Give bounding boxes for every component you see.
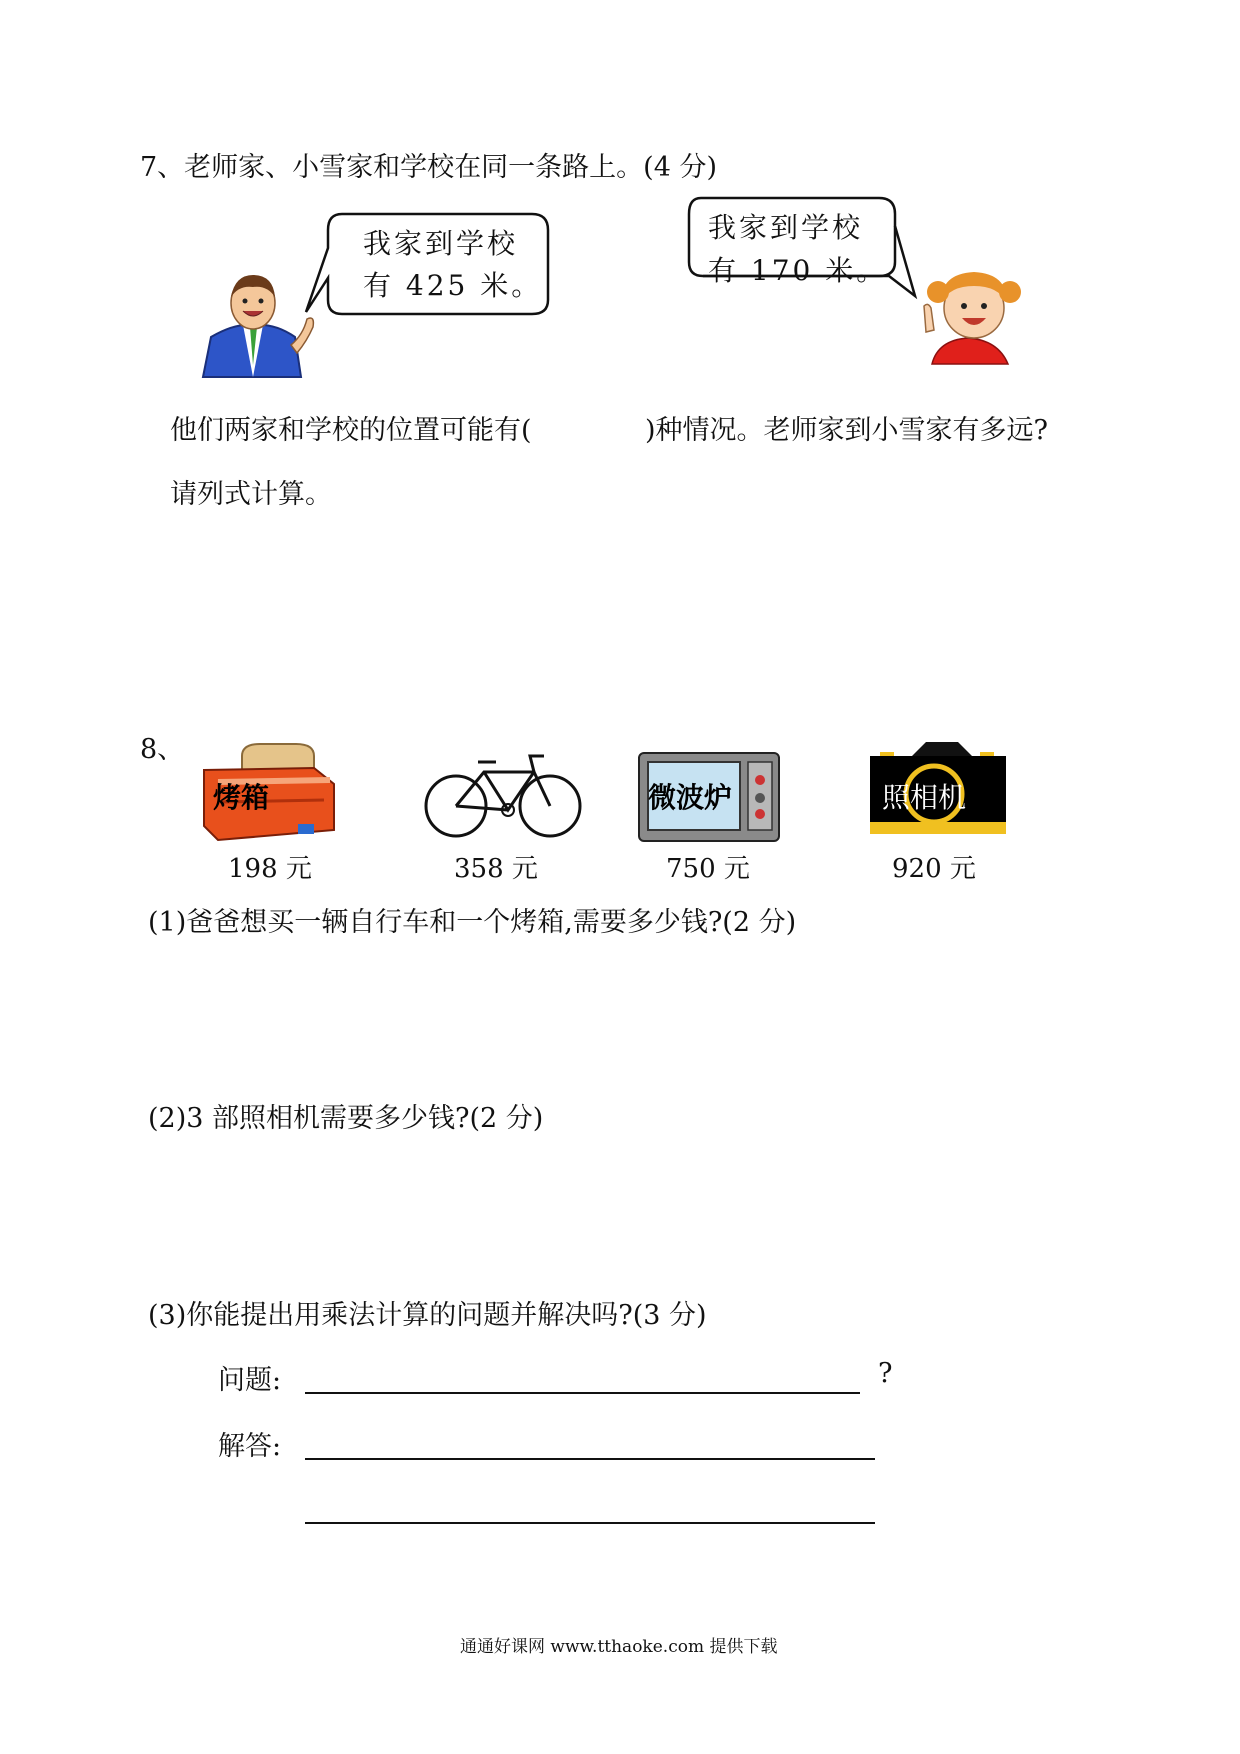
q8-sub3: (3)你能提出用乘法计算的问题并解决吗?(3 分) (148, 1300, 707, 1331)
girl-figure-icon (918, 262, 1033, 367)
answer-label: 解答: (218, 1431, 282, 1462)
question-answer-line[interactable] (305, 1392, 860, 1394)
answer-line-1[interactable] (305, 1458, 875, 1460)
camera-price: 920 元 (892, 854, 976, 884)
bicycle-price: 358 元 (454, 854, 538, 884)
question-mark: ? (878, 1358, 893, 1389)
camera-label: 照相机 (882, 781, 967, 814)
q7-question-after: )种情况。老师家到小雪家有多远? (645, 415, 1049, 446)
q8-sub1: (1)爸爸想买一辆自行车和一个烤箱,需要多少钱?(2 分) (148, 907, 797, 938)
microwave-price: 750 元 (666, 854, 750, 884)
answer-line-2[interactable] (305, 1522, 875, 1524)
q7-question-before: 他们两家和学校的位置可能有( (170, 415, 532, 446)
q8-sub2: (2)3 部照相机需要多少钱?(2 分) (148, 1103, 544, 1134)
teacher-bubble-line1: 我家到学校 (363, 227, 519, 260)
q7-instruction: 请列式计算。 (170, 479, 332, 510)
girl-bubble-line1: 我家到学校 (708, 211, 864, 244)
toaster-price: 198 元 (228, 854, 312, 884)
microwave-label: 微波炉 (648, 781, 733, 814)
footer-text: 通通好课网 www.tthaoke.com 提供下载 (460, 1637, 778, 1657)
toaster-label: 烤箱 (213, 781, 270, 814)
q7-title: 7、老师家、小雪家和学校在同一条路上。(4 分) (140, 152, 718, 183)
q8-number: 8、 (140, 734, 185, 765)
teacher-bubble-line2: 有 425 米。 (363, 269, 543, 302)
girl-bubble-line2: 有 170 米。 (708, 254, 888, 287)
teacher-figure-icon (195, 265, 320, 380)
question-label: 问题: (218, 1365, 282, 1396)
bicycle-icon (422, 748, 584, 840)
